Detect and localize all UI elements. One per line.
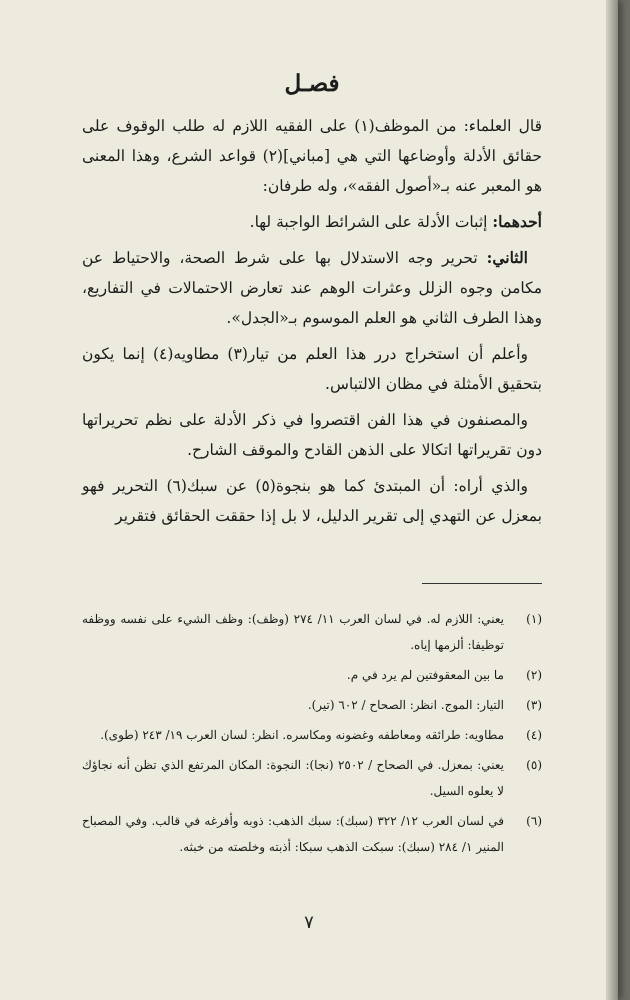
- footnote-item: [82, 808, 542, 860]
- first-side-label: أحدهما:: [492, 212, 542, 231]
- second-side-text: تحرير وجه الاستدلال بها على شرط الصحة، والاحتياط عن مكامن وجوه الزلل وعثرات الوهم عند تعارض الاحتمالات في التفاريع، وهذا الطرف الثاني هو العلم الموسوم بـ«الجدل».: [82, 249, 542, 327]
- footnote-number: (١): [526, 612, 542, 626]
- paragraph-opinion: والذي أراه: أن المبتدئ كما هو بنجوة(٥) عن سبك(٦) التحرير فهو بمعزل عن التهدي إلى تقرير الدليل، لا بل إذا حققت الحقائق فتقرير: [82, 477, 542, 525]
- footnote-number: (٤): [526, 728, 542, 742]
- footnote-item: [82, 752, 542, 804]
- body-text: [82, 111, 542, 531]
- footnote-item: [82, 692, 542, 718]
- footnote-text: ما بين المعقوفتين لم يرد في م.: [346, 668, 504, 682]
- footnote-text: التيار: الموج. انظر: الصحاح / ٦٠٢ (تير).: [307, 698, 504, 712]
- page-number: ٧: [304, 912, 314, 933]
- footnote-divider: [422, 583, 542, 584]
- first-side-text: إثبات الأدلة على الشرائط الواجبة لها.: [249, 213, 488, 231]
- footnote-text: في لسان العرب ١٢/ ٣٢٢ (سبك): سبك الذهب: ذوبه وأفرغه في قالب. وفي المصباح المنير ١/ ٢٨٤ (سبك): سبكت الذهب سبكا: أذبته وخلصته من خبثه.: [82, 814, 504, 854]
- paragraph-first-side: [82, 207, 542, 237]
- section-title: فصـل: [284, 70, 340, 97]
- page-content: [82, 60, 542, 864]
- second-side-label: الثاني:: [486, 248, 528, 267]
- footnote-number: (٢): [526, 668, 542, 682]
- footnotes: [82, 606, 542, 860]
- paragraph-extraction: وأعلم أن استخراج درر هذا العلم من تيار(٣) مطاويه(٤) إنما يكون بتحقيق الأمثلة في مظان الالتباس.: [82, 345, 542, 393]
- footnote-item: [82, 662, 542, 688]
- footnote-number: (٦): [526, 814, 542, 828]
- footnote-text: مطاويه: طرائقه ومعاطفه وغضونه ومكاسره. انظر: لسان العرب ١٩/ ٢٤٣ (طوى).: [100, 728, 504, 742]
- footnote-item: [82, 606, 542, 658]
- paragraph-second-side: [82, 243, 542, 333]
- footnote-text: يعني: بمعزل. في الصحاح / ٢٥٠٢ (نجا): النجوة: المكان المرتفع الذي تظن أنه نجاؤك لا يعلوه السيل.: [82, 758, 504, 798]
- footnote-text: يعني: اللازم له. في لسان العرب ١١/ ٢٧٤ (وظف): وظف الشيء على نفسه ووظفه توظيفا: ألزمها إياه.: [82, 612, 504, 652]
- page-edge: [606, 0, 618, 1000]
- footnote-item: [82, 722, 542, 748]
- paragraph-authors: والمصنفون في هذا الفن اقتصروا في ذكر الأدلة على نظم تحريراتها دون تقريراتها اتكالا على الذهن القادح والموقف الشارح.: [82, 411, 542, 459]
- paragraph-intro: قال العلماء: من الموظف(١) على الفقيه اللازم له طلب الوقوف على حقائق الأدلة وأوضاعها التي هي [مباني](٢) قواعد الشرع، وهذا المعنى هو المعبر عنه بـ«أصول الفقه»، وله طرفان:: [82, 117, 542, 195]
- footnote-number: (٣): [526, 698, 542, 712]
- footnote-number: (٥): [526, 758, 542, 772]
